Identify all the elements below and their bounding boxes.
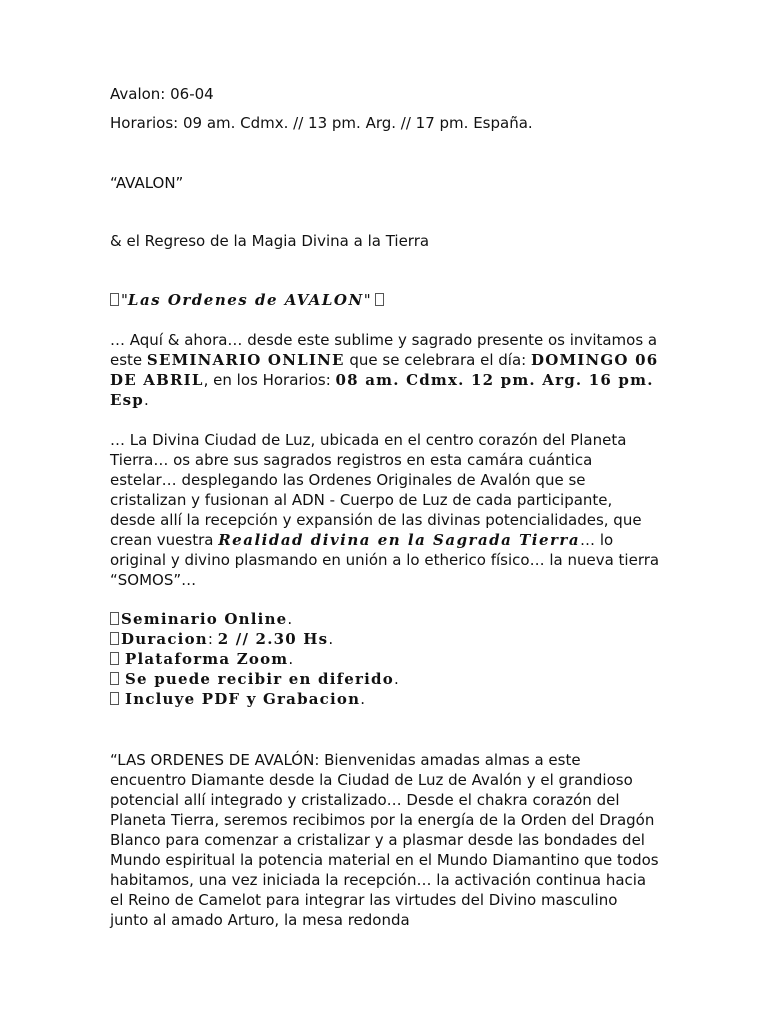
unsupported-glyph-icon — [375, 293, 384, 306]
section-heading — [110, 290, 386, 310]
heading-close-quote: " — [363, 291, 376, 309]
feature-text: Seminario Online — [121, 610, 288, 628]
feature-suffix: . — [360, 690, 366, 708]
intro-text-4: . — [143, 391, 149, 409]
bullet-glyph-icon — [110, 692, 119, 705]
list-item — [110, 689, 399, 709]
event-date: DOMINGO 06 DE ABRIL — [110, 351, 659, 389]
features-list — [110, 609, 399, 709]
list-item — [110, 629, 399, 649]
schedule-line: Horarios: 09 am. Cdmx. // 13 pm. Arg. // 17 pm. España. — [110, 114, 533, 132]
feature-suffix: . — [393, 670, 399, 688]
seminar-online-label: SEMINARIO ONLINE — [146, 351, 345, 369]
document-subtitle: & el Regreso de la Magia Divina a la Tierra — [110, 232, 430, 250]
description-paragraph — [110, 430, 660, 590]
feature-separator: : — [207, 630, 218, 648]
date-line: Avalon: 06-04 — [110, 85, 214, 103]
event-times: 08 am. Cdmx. 12 pm. Arg. 16 pm. Esp — [110, 371, 654, 409]
intro-paragraph — [110, 330, 660, 410]
heading-text: Las Ordenes de AVALON — [127, 291, 364, 309]
feature-suffix: . — [328, 630, 334, 648]
feature-value: 2 // 2.30 Hs — [217, 630, 329, 648]
list-item — [110, 609, 399, 629]
description-text-2: … lo original y divino plasmando en unión a lo etherico físico… la nueva tierra “SOMOS”… — [110, 531, 660, 589]
feature-suffix: . — [288, 650, 294, 668]
bullet-glyph-icon — [110, 652, 119, 665]
closing-paragraph: “LAS ORDENES DE AVALÓN: Bienvenidas amadas almas a este encuentro Diamante desde la Ciudad de Luz de Avalón y el grandioso potencial allí integrado y cristalizado… Desde el chakra corazón del Planeta Tierra, seremos recibimos por la energía de la Orden del Dragón Blanco para comenzar a cristalizar y a plasmar desde las bondades del Mundo espiritual la potencia material en el Mundo Diamantino que todos habitamos, una vez iniciada la recepción… la activación continua hacia el Reino de Camelot para integrar las virtudes del Divino masculino junto al amado Arturo, la mesa redonda — [110, 751, 659, 929]
document-title: “AVALON” — [110, 174, 184, 192]
list-item — [110, 669, 399, 689]
description-text-1: … La Divina Ciudad de Luz, ubicada en el centro corazón del Planeta Tierra… os abre sus sagrados registros en esta camára cuántica estelar… desplegando las Ordenes Originales de Avalón que se cristalizan y fusionan al ADN - Cuerpo de Luz de cada participante, desde allí la recepción y expansión de las divinas potencialidades, que crean vuestra — [110, 431, 642, 549]
bullet-glyph-icon — [110, 612, 119, 625]
bullet-glyph-icon — [110, 672, 119, 685]
description-emphasis: Realidad divina en la Sagrada Tierra — [218, 531, 581, 549]
feature-text: Se puede recibir en diferido — [125, 670, 394, 688]
feature-text: Duracion — [121, 630, 208, 648]
intro-text-1: … Aquí & ahora… desde este sublime y sagrado presente os invitamos a este — [110, 331, 658, 369]
bullet-glyph-icon — [110, 632, 119, 645]
intro-text-2: que se celebrara el día: — [344, 351, 531, 369]
unsupported-glyph-icon — [110, 293, 119, 306]
heading-open-quote: " — [121, 291, 128, 309]
feature-text: Incluye PDF y Grabacion — [125, 690, 361, 708]
feature-suffix: . — [287, 610, 293, 628]
intro-text-3: , en los Horarios: — [203, 371, 336, 389]
list-item — [110, 649, 399, 669]
feature-text: Plataforma Zoom — [125, 650, 289, 668]
